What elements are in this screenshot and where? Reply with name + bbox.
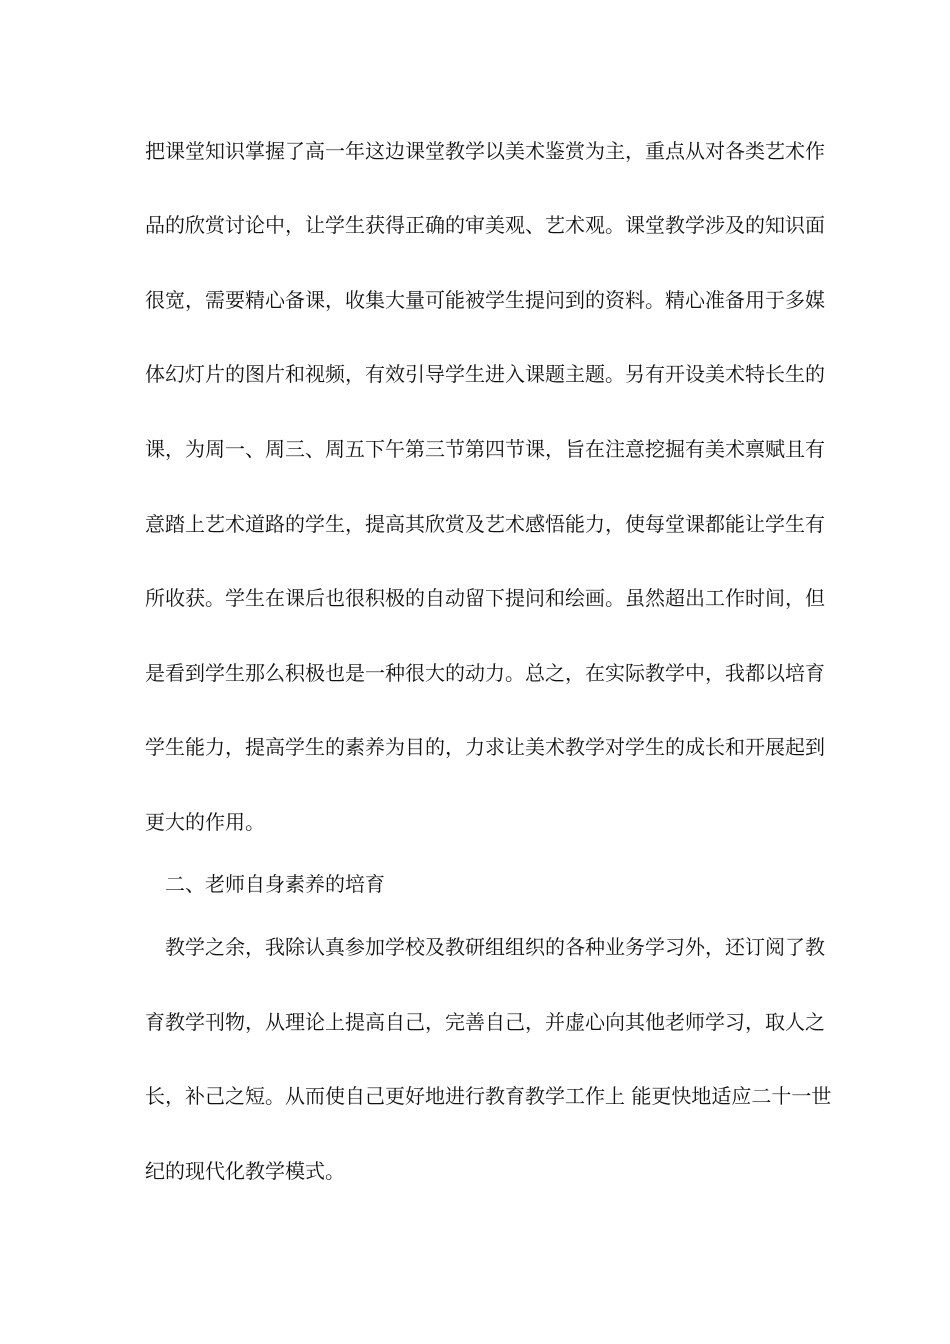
- paragraph-line-9: 学生能力，提高学生的素养为目的，力求让美术教学对学生的成长和开展起到: [145, 735, 825, 759]
- paragraph-line-2: 品的欣赏讨论中，让学生获得正确的审美观、艺术观。课堂教学涉及的知识面: [145, 213, 825, 237]
- paragraph-line-6: 意踏上艺术道路的学生，提高其欣赏及艺术感悟能力，使每堂课都能让学生有: [145, 512, 825, 536]
- paragraph-line-14: 纪的现代化教学模式。: [145, 1159, 345, 1183]
- paragraph-line-13: 长，补己之短。从而使自己更好地进行教育教学工作上 能更快地适应二十一世: [145, 1084, 832, 1108]
- paragraph-line-5: 课，为周一、周三、周五下午第三节第四节课，旨在注意挖掘有美术禀赋且有: [145, 437, 825, 461]
- paragraph-line-4: 体幻灯片的图片和视频，有效引导学生进入课题主题。另有开设美术特长生的: [145, 362, 825, 386]
- paragraph-line-7: 所收获。学生在课后也很积极的自动留下提问和绘画。虽然超出工作时间，但: [145, 586, 825, 610]
- paragraph-line-1: 把课堂知识掌握了高一年这边课堂教学以美术鉴赏为主，重点从对各类艺术作: [145, 139, 825, 163]
- paragraph-line-3: 很宽，需要精心备课，收集大量可能被学生提问到的资料。精心准备用于多媒: [145, 288, 825, 312]
- paragraph-line-8: 是看到学生那么积极也是一种很大的动力。总之，在实际教学中，我都以培育: [145, 661, 825, 685]
- section-heading: 二、老师自身素养的培育: [165, 872, 385, 896]
- paragraph-line-11: 教学之余，我除认真参加学校及教研组组织的各种业务学习外，还订阅了教: [165, 935, 825, 959]
- paragraph-line-12: 育教学刊物，从理论上提高自己，完善自己，并虚心向其他老师学习，取人之: [145, 1010, 825, 1034]
- paragraph-line-10: 更大的作用。: [145, 810, 265, 834]
